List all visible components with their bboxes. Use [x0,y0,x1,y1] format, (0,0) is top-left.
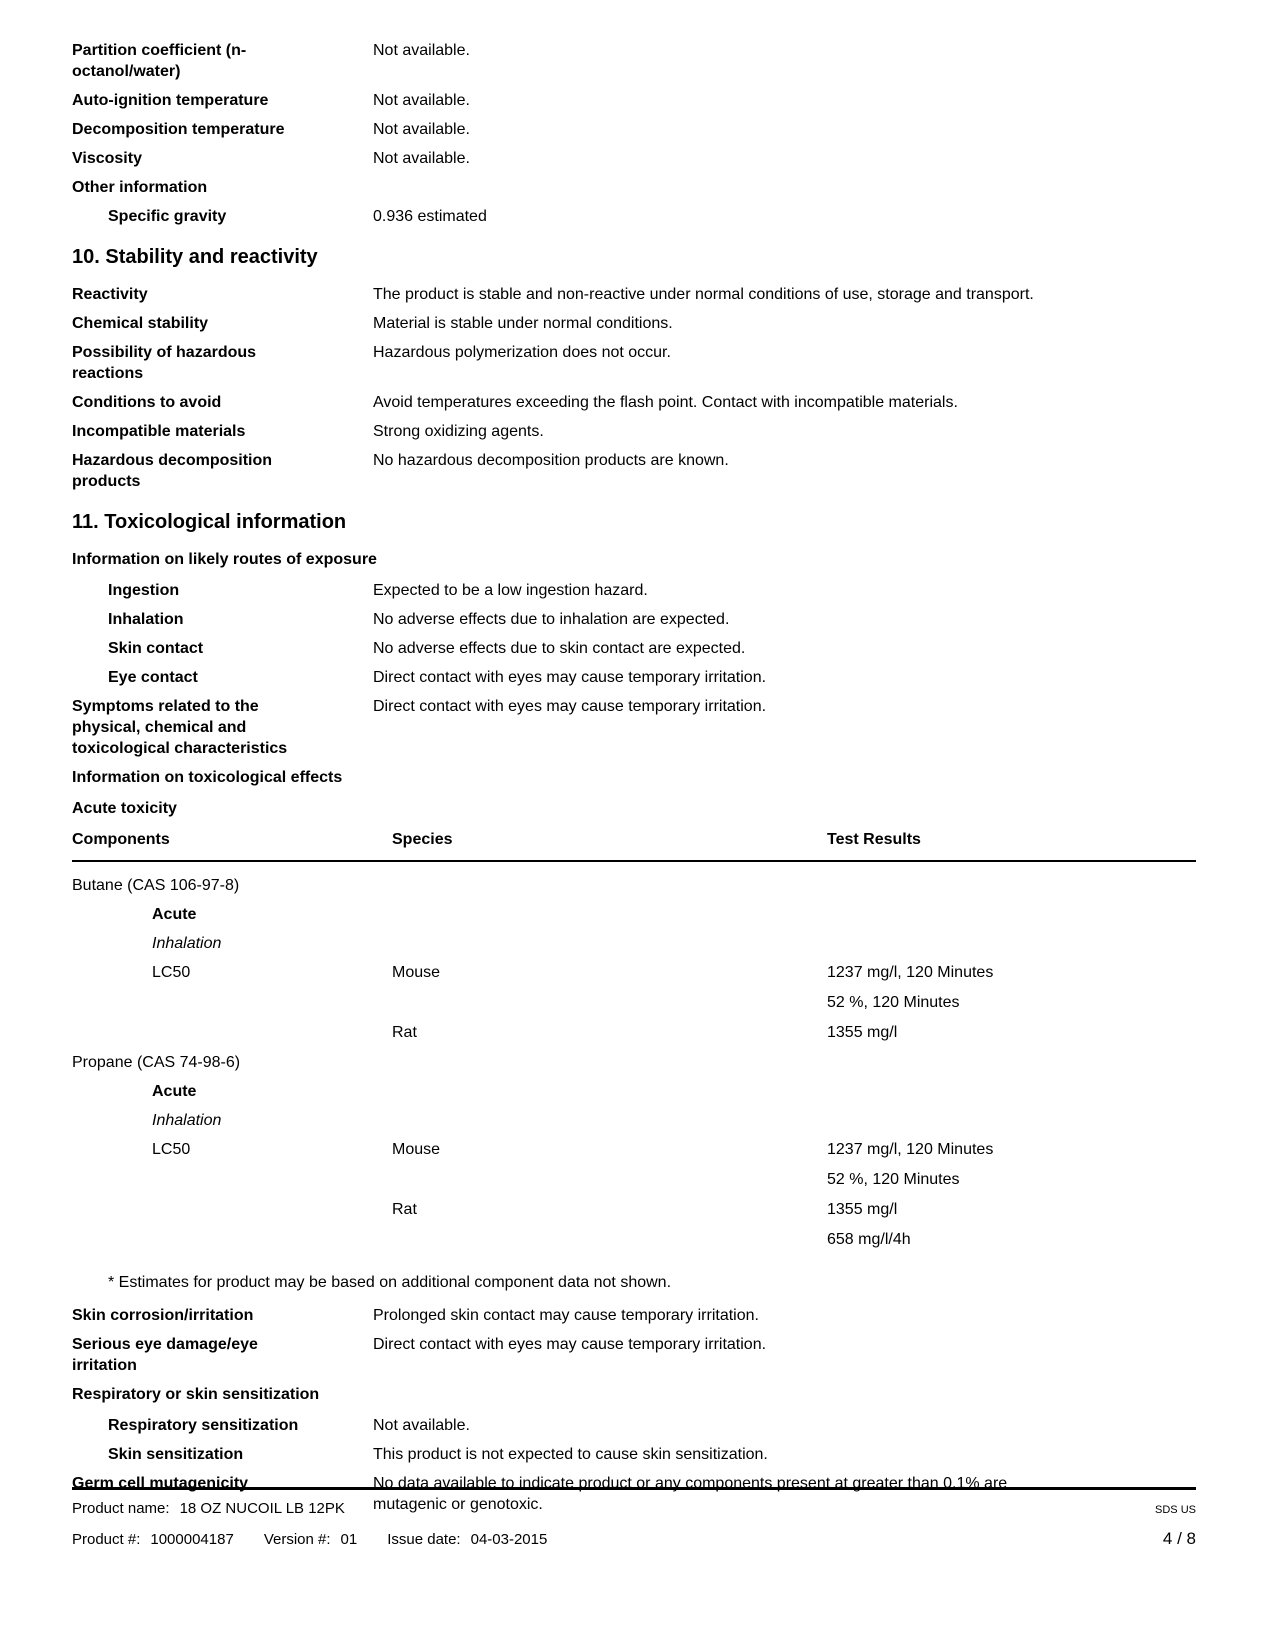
field-label: Specific gravity [108,208,227,225]
field-label: Incompatible materials [72,423,246,440]
version-label: Version #: [263,1531,331,1548]
table-row-component [72,875,1196,896]
category-cell [72,904,392,925]
table-row-result [72,1169,1196,1190]
field-value: Direct contact with eyes may cause temporary irritation. [373,669,767,686]
product-meta-group [72,1530,547,1550]
field-value: No data available to indicate product or any components present at greater than 0.1% are mutagenic or genotoxic. [373,1475,1008,1513]
table-row-result [72,1229,1196,1250]
field-row [72,342,1196,384]
subsection-heading: Respiratory or skin sensitization [72,1386,320,1403]
field-value: Not available. [373,42,470,59]
field-value: Not available. [373,150,470,167]
field-value: No adverse effects due to inhalation are expected. [373,611,730,628]
field-value: No hazardous decomposition products are known. [373,452,729,469]
route-cell [72,1110,392,1131]
field-label: Eye contact [108,669,198,686]
table-header-components: Components [72,831,170,848]
field-label: Viscosity [72,150,142,167]
footer-line-1 [72,1499,1196,1520]
category-label: Acute [152,1083,197,1100]
table-row-route [72,933,1196,954]
species-cell [392,1229,827,1250]
issue-date-value: 04-03-2015 [470,1531,548,1548]
field-row [72,40,1196,82]
field-row [72,421,1196,442]
field-value: Direct contact with eyes may cause temporary irritation. [373,698,767,715]
table-row-category [72,1081,1196,1102]
table-header-row [72,829,1196,862]
field-row [72,1415,1196,1436]
field-value: Expected to be a low ingestion hazard. [373,582,648,599]
table-row-component [72,1052,1196,1073]
field-row [72,177,1196,198]
field-value: No adverse effects due to skin contact are expected. [373,640,746,657]
species-cell [392,1169,827,1190]
field-value: Not available. [373,121,470,138]
category-cell [72,1081,392,1102]
field-value: The product is stable and non-reactive under normal conditions of use, storage and transport. [373,286,1034,303]
footnote-text: * Estimates for product may be based on additional component data not shown. [108,1274,672,1291]
field-label: Chemical stability [72,315,209,332]
field-row [72,1444,1196,1465]
field-row [72,638,1196,659]
field-row [72,284,1196,305]
field-row [72,609,1196,630]
species-cell: Mouse [392,1141,441,1158]
field-label: Skin contact [108,640,204,657]
species-cell: Mouse [392,964,441,981]
field-row [72,119,1196,140]
table-row-result [72,1199,1196,1220]
field-label: Decomposition temperature [72,121,285,138]
product-name-value: 18 OZ NUCOIL LB 12PK [179,1500,345,1517]
page-indicator: 4 / 8 [1162,1529,1196,1548]
document-body [72,40,1196,1515]
field-row [72,1305,1196,1326]
test-label: LC50 [152,964,191,981]
acute-toxicity-table [72,829,1196,1250]
table-row-result [72,1022,1196,1043]
table-row-result [72,1139,1196,1160]
field-row [72,392,1196,413]
subsection-heading: Information on likely routes of exposure [72,551,377,568]
field-row [72,90,1196,111]
field-label: Possibility of hazardous reactions [72,344,257,382]
field-value: Not available. [373,1417,470,1434]
species-cell: Rat [392,1201,417,1218]
field-label: Skin sensitization [108,1446,244,1463]
sds-region-tag: SDS US [1155,1504,1196,1516]
field-value: Not available. [373,92,470,109]
result-cell: 1355 mg/l [827,1024,898,1041]
test-cell [72,1169,392,1190]
route-label: Inhalation [152,935,222,952]
test-cell [72,1139,392,1160]
field-value: Hazardous polymerization does not occur. [373,344,671,361]
section-heading: 11. Toxicological information [72,511,347,533]
test-cell [72,1022,392,1043]
field-label: Auto-ignition temperature [72,92,269,109]
subsection-heading: Information on toxicological effects [72,769,343,786]
version-value: 01 [340,1531,358,1548]
product-name-group [72,1499,345,1519]
field-label: Serious eye damage/eye irritation [72,1336,258,1374]
field-label: Germ cell mutagenicity [72,1475,249,1492]
test-cell [72,1199,392,1220]
test-cell [72,1229,392,1250]
field-row [72,313,1196,334]
product-number-value: 1000004187 [150,1531,234,1548]
footer-line-2 [72,1529,1196,1550]
result-cell: 1237 mg/l, 120 Minutes [827,964,994,981]
table-row-result [72,962,1196,983]
species-cell: Rat [392,1024,417,1041]
field-label: Symptoms related to the physical, chemical and toxicological characteristics [72,698,288,757]
field-label: Respiratory sensitization [108,1417,299,1434]
table-row-route [72,1110,1196,1131]
result-cell: 1237 mg/l, 120 Minutes [827,1141,994,1158]
product-number-label: Product #: [72,1531,141,1548]
test-cell [72,962,392,983]
test-cell [72,992,392,1013]
issue-date-label: Issue date: [387,1531,461,1548]
field-row [72,696,1196,759]
field-row [72,450,1196,492]
species-cell [392,992,827,1013]
route-label: Inhalation [152,1112,222,1129]
table-row-category [72,904,1196,925]
field-row [72,1334,1196,1376]
table-header-test-results: Test Results [827,831,921,848]
field-label: Inhalation [108,611,184,628]
field-value: Strong oxidizing agents. [373,423,544,440]
field-value: Prolonged skin contact may cause temporary irritation. [373,1307,759,1324]
field-row [72,148,1196,169]
field-label: Hazardous decomposition products [72,452,273,490]
product-name-label: Product name: [72,1500,170,1517]
field-value: Avoid temperatures exceeding the flash point. Contact with incompatible materials. [373,394,958,411]
page-footer [72,1487,1196,1550]
result-cell: 52 %, 120 Minutes [827,1171,960,1188]
result-cell: 1355 mg/l [827,1201,898,1218]
field-label: Skin corrosion/irritation [72,1307,254,1324]
result-cell: 52 %, 120 Minutes [827,994,960,1011]
category-label: Acute [152,906,197,923]
field-row [72,580,1196,601]
field-value: Material is stable under normal conditions. [373,315,673,332]
route-cell [72,933,392,954]
field-label: Partition coefficient (n-octanol/water) [72,42,247,80]
field-value: 0.936 estimated [373,208,487,225]
field-label: Reactivity [72,286,148,303]
component-name: Butane (CAS 106-97-8) [72,877,240,894]
field-value: Direct contact with eyes may cause temporary irritation. [373,1336,767,1353]
field-row [72,206,1196,227]
field-label: Ingestion [108,582,180,599]
field-row [72,667,1196,688]
result-cell: 658 mg/l/4h [827,1231,911,1248]
table-row-result [72,992,1196,1013]
component-name: Propane (CAS 74-98-6) [72,1054,241,1071]
field-label: Conditions to avoid [72,394,222,411]
table-header-species: Species [392,831,453,848]
test-label: LC50 [152,1141,191,1158]
subsection-heading: Acute toxicity [72,800,177,817]
section-heading: 10. Stability and reactivity [72,246,318,268]
field-value: This product is not expected to cause skin sensitization. [373,1446,768,1463]
field-label: Other information [72,179,208,196]
